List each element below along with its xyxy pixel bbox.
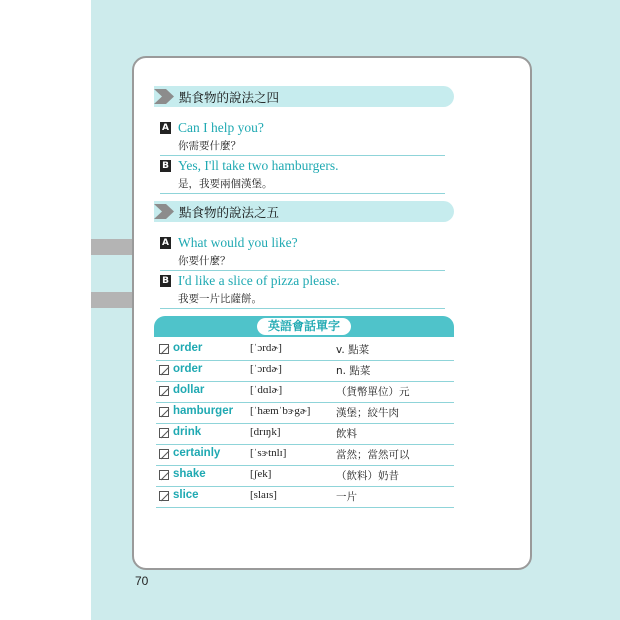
vocab-row bbox=[156, 360, 454, 382]
vocab-row bbox=[156, 339, 454, 361]
arrow-icon bbox=[154, 89, 174, 104]
section-header-4 bbox=[154, 86, 454, 107]
checkbox-icon bbox=[159, 428, 169, 438]
checkbox-icon bbox=[159, 344, 169, 354]
vocab-phonetic: [ˈhæmˈbɝgɚ] bbox=[250, 405, 311, 417]
vocab-title: 英語會話單字 bbox=[267, 319, 340, 333]
chinese-translation: 我要一片比薩餅。 bbox=[178, 293, 262, 305]
dialog-line-a bbox=[160, 234, 445, 271]
english-sentence: Can I help you? bbox=[178, 120, 264, 135]
vocab-word: drink bbox=[173, 426, 202, 438]
side-tab-bottom bbox=[91, 292, 133, 308]
vocab-phonetic: [ˈɔrdɚ] bbox=[250, 342, 282, 354]
side-tab-middle bbox=[91, 266, 133, 282]
vocab-phonetic: [ˈdɑlɚ] bbox=[250, 384, 283, 396]
vocab-word: certainly bbox=[173, 447, 221, 459]
vocab-row bbox=[156, 444, 454, 466]
vocab-meaning: 飲料 bbox=[336, 428, 357, 440]
vocab-meaning: （飲料）奶昔 bbox=[336, 470, 399, 482]
dialog-line-a bbox=[160, 119, 445, 156]
page-number: 70 bbox=[135, 574, 149, 588]
vocab-meaning: 漢堡；絞牛肉 bbox=[336, 407, 399, 419]
vocab-word: hamburger bbox=[173, 405, 234, 417]
dialog-line-b bbox=[160, 157, 445, 194]
vocab-phonetic: [slaɪs] bbox=[250, 489, 277, 501]
checkbox-icon bbox=[159, 470, 169, 480]
speaker-a-badge: A bbox=[160, 237, 171, 249]
arrow-icon bbox=[154, 204, 174, 219]
vocab-phonetic: [ˈɔrdɚ] bbox=[250, 363, 282, 375]
vocab-word: dollar bbox=[173, 384, 205, 396]
vocab-word: order bbox=[173, 342, 203, 354]
vocab-meaning: v. 點菜 bbox=[336, 344, 370, 356]
vocab-row bbox=[156, 381, 454, 403]
side-tab-top bbox=[91, 239, 133, 255]
vocab-row bbox=[156, 402, 454, 424]
speaker-b-badge: B bbox=[160, 160, 171, 172]
vocab-row bbox=[156, 486, 454, 508]
vocab-meaning: 當然；當然可以 bbox=[336, 449, 410, 461]
checkbox-icon bbox=[159, 449, 169, 459]
chinese-translation: 你需要什麼？ bbox=[178, 140, 241, 152]
checkbox-icon bbox=[159, 365, 169, 375]
vocab-meaning: 一片 bbox=[336, 491, 357, 503]
vocab-meaning: （貨幣單位）元 bbox=[336, 386, 410, 398]
chinese-translation: 你要什麼？ bbox=[178, 255, 231, 267]
section-header-5 bbox=[154, 201, 454, 222]
checkbox-icon bbox=[159, 386, 169, 396]
vocab-row bbox=[156, 465, 454, 487]
vocab-phonetic: [drɪŋk] bbox=[250, 426, 281, 438]
vocab-row bbox=[156, 423, 454, 445]
section-title: 點食物的說法之四 bbox=[179, 90, 280, 105]
chinese-translation: 是，我要兩個漢堡。 bbox=[178, 178, 273, 190]
vocab-phonetic: [ˈsɝtnlɪ] bbox=[250, 447, 287, 459]
english-sentence: I'd like a slice of pizza please. bbox=[178, 273, 340, 288]
vocab-word: order bbox=[173, 363, 203, 375]
speaker-b-badge: B bbox=[160, 275, 171, 287]
checkbox-icon bbox=[159, 407, 169, 417]
vocab-title-pill bbox=[257, 318, 351, 335]
vocab-header bbox=[154, 316, 454, 337]
vocab-phonetic: [ʃek] bbox=[250, 468, 272, 480]
checkbox-icon bbox=[159, 491, 169, 501]
english-sentence: Yes, I'll take two hamburgers. bbox=[178, 158, 339, 173]
vocab-meaning: n. 點菜 bbox=[336, 365, 371, 377]
vocab-word: slice bbox=[173, 489, 199, 501]
vocab-word: shake bbox=[173, 468, 206, 480]
dialog-line-b bbox=[160, 272, 445, 309]
speaker-a-badge: A bbox=[160, 122, 171, 134]
section-title: 點食物的說法之五 bbox=[179, 205, 280, 220]
english-sentence: What would you like? bbox=[178, 235, 298, 250]
